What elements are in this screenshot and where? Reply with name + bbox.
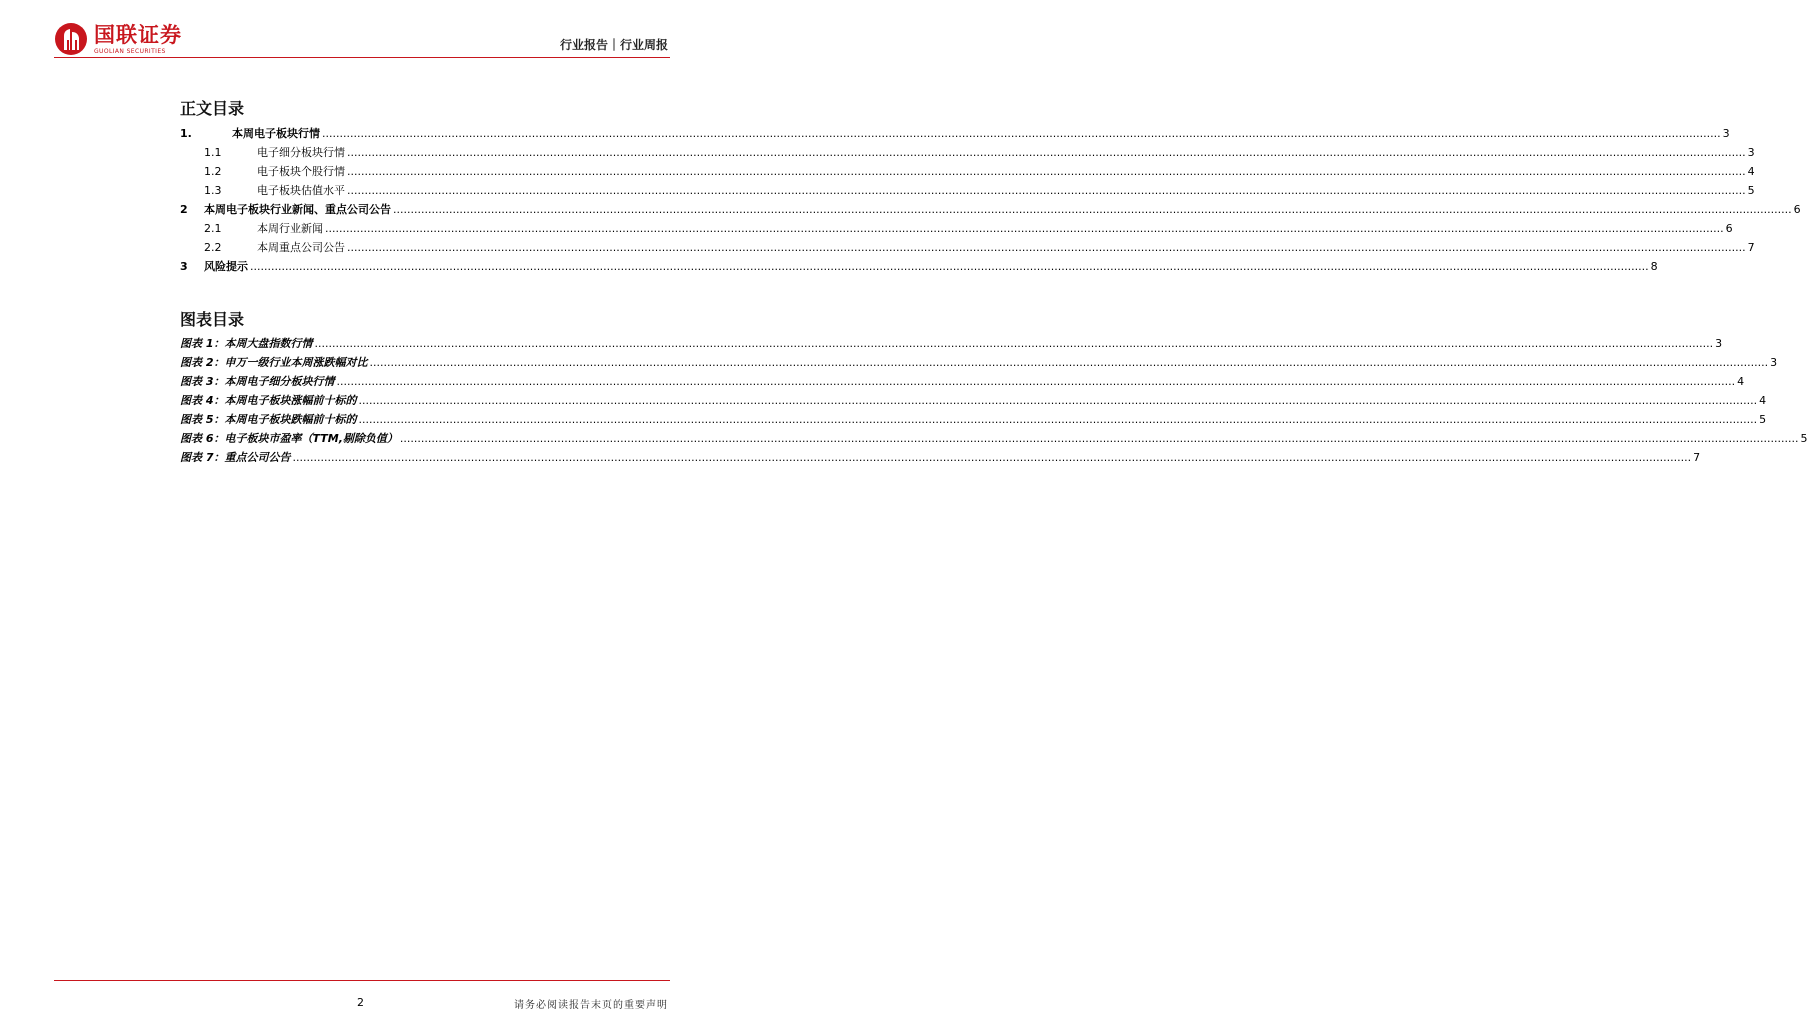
toc-entry[interactable]: [180, 201, 1801, 220]
entry-label: 风险提示: [204, 260, 248, 273]
toc-entry[interactable]: [180, 392, 1767, 411]
dot-leader: ................................................................................................................................................................................................................................................................................................................................................................................................................: [358, 394, 1758, 407]
entry-label: 图表 4：本周电子板块涨幅前十标的: [180, 394, 357, 407]
entry-label: 图表 6：电子板块市盈率（TTM,剔除负值）: [180, 432, 398, 445]
toc-entry[interactable]: [180, 239, 1755, 258]
toc-entry[interactable]: [180, 258, 1658, 277]
entry-label: 本周行业新闻: [257, 222, 323, 235]
toc-title: 正文目录: [180, 99, 245, 118]
toc-entry[interactable]: [180, 182, 1755, 201]
guolian-logo-icon: [54, 22, 88, 56]
entry-page-number: 7: [1747, 241, 1755, 254]
logo-chinese-name: 国联证券: [94, 22, 182, 47]
dot-leader: ................................................................................................................................................................................................................................................................................................................................................................................................................: [347, 241, 1746, 254]
entry-page-number: 3: [1715, 337, 1723, 350]
report-type-label: 行业报告｜行业周报: [559, 38, 668, 52]
disclaimer-note: 请务必阅读报告末页的重要声明: [514, 1000, 668, 1011]
entry-page-number: 6: [1793, 203, 1801, 216]
dot-leader: ................................................................................................................................................................................................................................................................................................................................................................................................................: [399, 432, 1799, 445]
entry-page-number: 3: [1722, 127, 1730, 140]
dot-leader: ................................................................................................................................................................................................................................................................................................................................................................................................................: [314, 337, 1714, 350]
entry-label: 图表 1：本周大盘指数行情: [180, 337, 313, 350]
entry-number: 1.2: [204, 165, 222, 178]
dot-leader: ................................................................................................................................................................................................................................................................................................................................................................................................................: [292, 451, 1692, 464]
dot-leader: ................................................................................................................................................................................................................................................................................................................................................................................................................: [322, 127, 1721, 140]
list-of-figures: [180, 335, 1808, 468]
entry-page-number: 4: [1737, 375, 1745, 388]
dot-leader: ................................................................................................................................................................................................................................................................................................................................................................................................................: [250, 260, 1649, 273]
dot-leader: ................................................................................................................................................................................................................................................................................................................................................................................................................: [325, 222, 1724, 235]
entry-label: 电子细分板块行情: [257, 146, 345, 159]
toc-entry[interactable]: [180, 411, 1767, 430]
toc-entry[interactable]: [180, 335, 1723, 354]
entry-number: 2.1: [204, 222, 222, 235]
toc-entry[interactable]: [180, 163, 1755, 182]
page-number: 2: [357, 996, 364, 1009]
entry-page-number: 3: [1770, 356, 1778, 369]
entry-number: 2: [180, 203, 188, 216]
entry-label: 电子板块估值水平: [257, 184, 345, 197]
toc-entry[interactable]: [180, 430, 1808, 449]
entry-label: 图表 2：申万一级行业本周涨跌幅对比: [180, 356, 368, 369]
toc-entry[interactable]: [180, 220, 1733, 239]
entry-label: 本周电子板块行业新闻、重点公司公告: [204, 203, 391, 216]
entry-page-number: 6: [1725, 222, 1733, 235]
header-divider: [54, 57, 670, 58]
entry-page-number: 3: [1747, 146, 1755, 159]
dot-leader: ................................................................................................................................................................................................................................................................................................................................................................................................................: [347, 184, 1746, 197]
company-logo: [54, 22, 182, 56]
entry-label: 电子板块个股行情: [257, 165, 345, 178]
entry-label: 图表 5：本周电子板块跌幅前十标的: [180, 413, 357, 426]
logo-english-name: GUOLIAN SECURITIES: [94, 47, 166, 55]
entry-number: 1.1: [204, 146, 222, 159]
footer-divider: [54, 980, 670, 981]
entry-page-number: 7: [1693, 451, 1701, 464]
dot-leader: ................................................................................................................................................................................................................................................................................................................................................................................................................: [369, 356, 1769, 369]
entry-label: 图表 3：本周电子细分板块行情: [180, 375, 335, 388]
entry-page-number: 5: [1759, 413, 1767, 426]
entry-number: 1.3: [204, 184, 222, 197]
dot-leader: ................................................................................................................................................................................................................................................................................................................................................................................................................: [393, 203, 1792, 216]
dot-leader: ................................................................................................................................................................................................................................................................................................................................................................................................................: [358, 413, 1758, 426]
figures-title: 图表目录: [180, 310, 245, 329]
toc-entry[interactable]: [180, 354, 1778, 373]
entry-label: 本周重点公司公告: [257, 241, 345, 254]
entry-label: 本周电子板块行情: [232, 127, 320, 140]
dot-leader: ................................................................................................................................................................................................................................................................................................................................................................................................................: [347, 165, 1746, 178]
toc-entry[interactable]: [180, 125, 1730, 144]
entry-page-number: 4: [1759, 394, 1767, 407]
entry-number: 2.2: [204, 241, 222, 254]
entry-number: 1.: [180, 127, 192, 140]
dot-leader: ................................................................................................................................................................................................................................................................................................................................................................................................................: [336, 375, 1736, 388]
dot-leader: ................................................................................................................................................................................................................................................................................................................................................................................................................: [347, 146, 1746, 159]
table-of-contents: [180, 125, 1801, 277]
entry-page-number: 5: [1747, 184, 1755, 197]
toc-entry[interactable]: [180, 449, 1701, 468]
entry-label: 图表 7：重点公司公告: [180, 451, 291, 464]
entry-number: 3: [180, 260, 188, 273]
entry-page-number: 5: [1800, 432, 1808, 445]
toc-entry[interactable]: [180, 373, 1745, 392]
entry-page-number: 8: [1650, 260, 1658, 273]
entry-page-number: 4: [1747, 165, 1755, 178]
toc-entry[interactable]: [180, 144, 1755, 163]
